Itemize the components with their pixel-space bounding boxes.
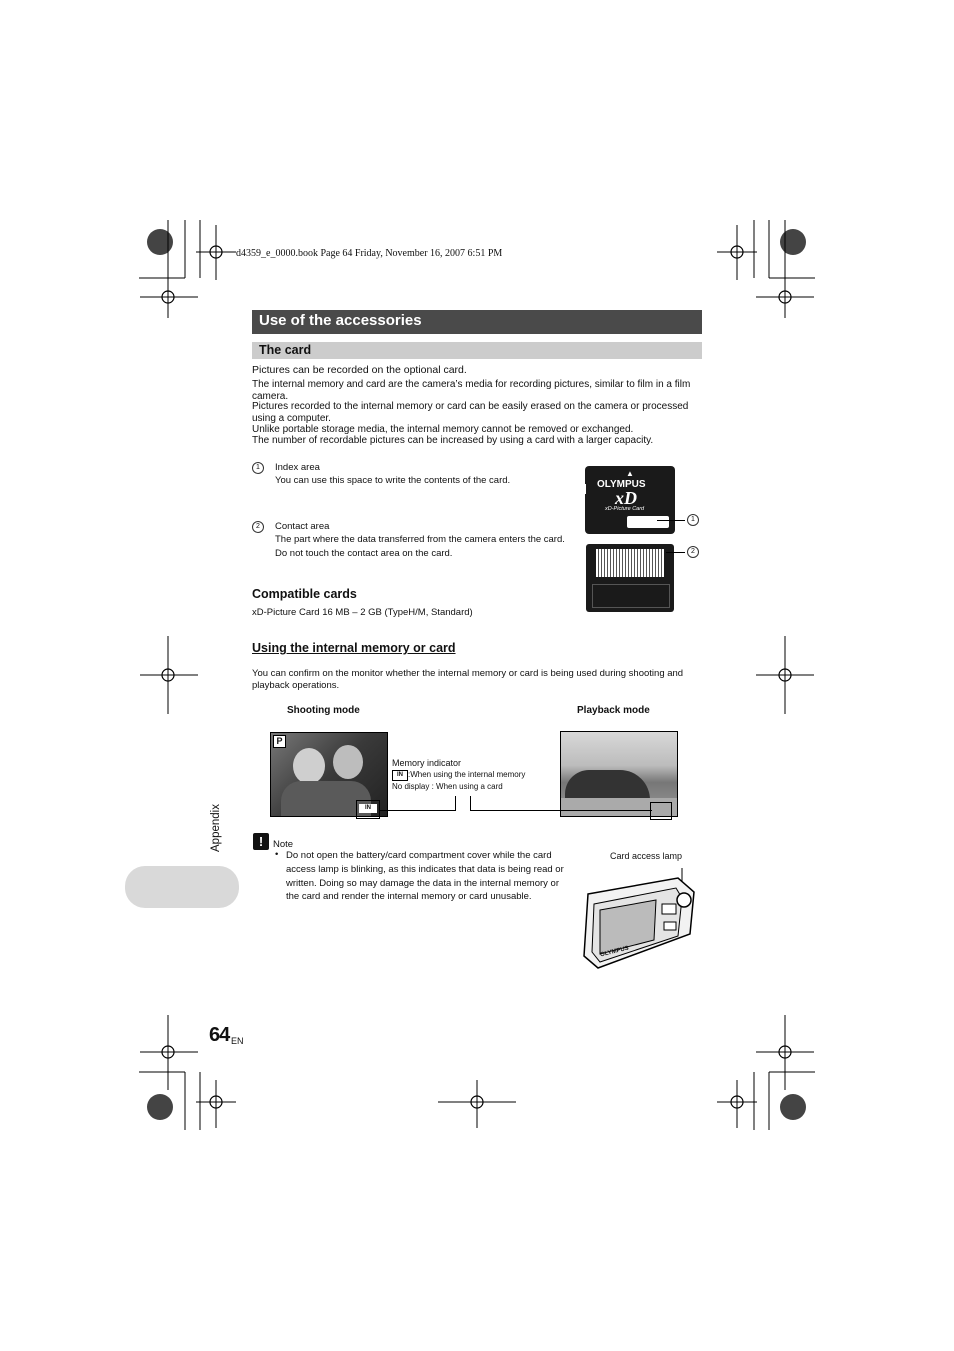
callout-number: 1 — [252, 462, 264, 474]
intro-line-2: The internal memory and card are the camera’s media for recording pictures, similar to film in a film camera. — [252, 379, 691, 402]
contact-area-label: Contact area — [275, 521, 330, 532]
section-title-bar — [252, 310, 702, 334]
appendix-tab-label: Appendix — [210, 804, 222, 852]
note-icon: ! — [253, 833, 269, 850]
card-access-lamp-label: Card access lamp — [610, 851, 683, 861]
index-area-label: Index area — [275, 462, 320, 473]
memory-internal-text: :When using the internal memory — [408, 770, 526, 779]
appendix-tab-label-wrap — [209, 795, 223, 853]
indicator-highlight — [356, 800, 380, 819]
index-area-desc: You can use this space to write the contents of the card. — [275, 475, 511, 486]
leader-line — [470, 796, 471, 811]
leader-line — [657, 520, 685, 521]
appendix-tab — [125, 866, 239, 908]
index-area-box — [627, 516, 669, 528]
card-callout-2: 2 — [687, 546, 699, 558]
section-title: Use of the accessories — [259, 312, 422, 329]
intro-line-4: Unlike portable storage media, the internal memory cannot be removed or exchanged. — [252, 424, 634, 435]
in-memory-icon: IN — [392, 770, 408, 781]
leader-line — [470, 810, 652, 811]
leader-line — [666, 552, 685, 553]
callout-number: 2 — [252, 521, 264, 533]
child-face — [333, 745, 363, 779]
xd-card-front — [585, 466, 675, 534]
note-label: Note — [273, 839, 294, 850]
card-caption: xD-Picture Card — [605, 506, 645, 512]
compatible-text: xD-Picture Card 16 MB – 2 GB (TypeH/M, Standard) — [252, 607, 473, 618]
internal-heading: Using the internal memory or card — [252, 641, 456, 655]
arrow-up-icon: ▲ — [626, 469, 634, 478]
card-callout-1: 1 — [687, 514, 699, 526]
shooting-mode-label: Shooting mode — [287, 705, 360, 716]
memory-indicator-title: Memory indicator — [392, 758, 462, 768]
camera-illustration — [578, 864, 700, 972]
p-mode-icon: P — [273, 735, 286, 748]
memory-card-text: No display : When using a card — [392, 782, 503, 791]
subsection-title-bar — [252, 342, 702, 359]
child-face — [293, 748, 325, 784]
leader-line — [455, 796, 456, 811]
page-language: EN — [231, 1036, 244, 1046]
camera-brand: OLYMPUS — [599, 945, 630, 959]
page-number: 64 — [209, 1024, 230, 1046]
intro-line-1: Pictures can be recorded on the optional card. — [252, 364, 467, 376]
xd-card-back — [586, 544, 674, 612]
xd-logo: xD — [615, 488, 637, 508]
playback-mode-label: Playback mode — [577, 705, 650, 716]
contact-area-desc: The part where the data transferred from the camera enters the card. Do not touch the contact area on the card. — [275, 534, 565, 559]
intro-line-3: Pictures recorded to the internal memory or card can be easily erased on the camera or processed using a computer. — [252, 401, 689, 424]
indicator-highlight — [650, 802, 672, 820]
intro-line-5: The number of recordable pictures can be increased by using a card with a larger capacity. — [252, 435, 654, 446]
in-memory-icon: IN — [359, 804, 377, 813]
leader-line — [380, 810, 455, 811]
card-notch — [582, 484, 586, 494]
mountain — [565, 770, 650, 800]
card-back-panel — [592, 584, 670, 608]
note-bullet: • — [275, 849, 279, 860]
card-brand: OLYMPUS — [597, 479, 646, 490]
contact-area-stripes — [596, 549, 664, 577]
compatible-heading: Compatible cards — [252, 587, 357, 601]
internal-text: You can confirm on the monitor whether the internal memory or card is being used during shooting and playback operations. — [252, 668, 684, 691]
subsection-title: The card — [259, 343, 312, 357]
note-text: Do not open the battery/card compartment cover while the card access lamp is blinking, as this indicates that data is being read or written. Doing so may damage the data in the internal memory or the card and render the internal memory or card unusable. — [286, 850, 564, 903]
page-header: d4359_e_0000.book Page 64 Friday, November 16, 2007 6:51 PM — [236, 248, 503, 259]
